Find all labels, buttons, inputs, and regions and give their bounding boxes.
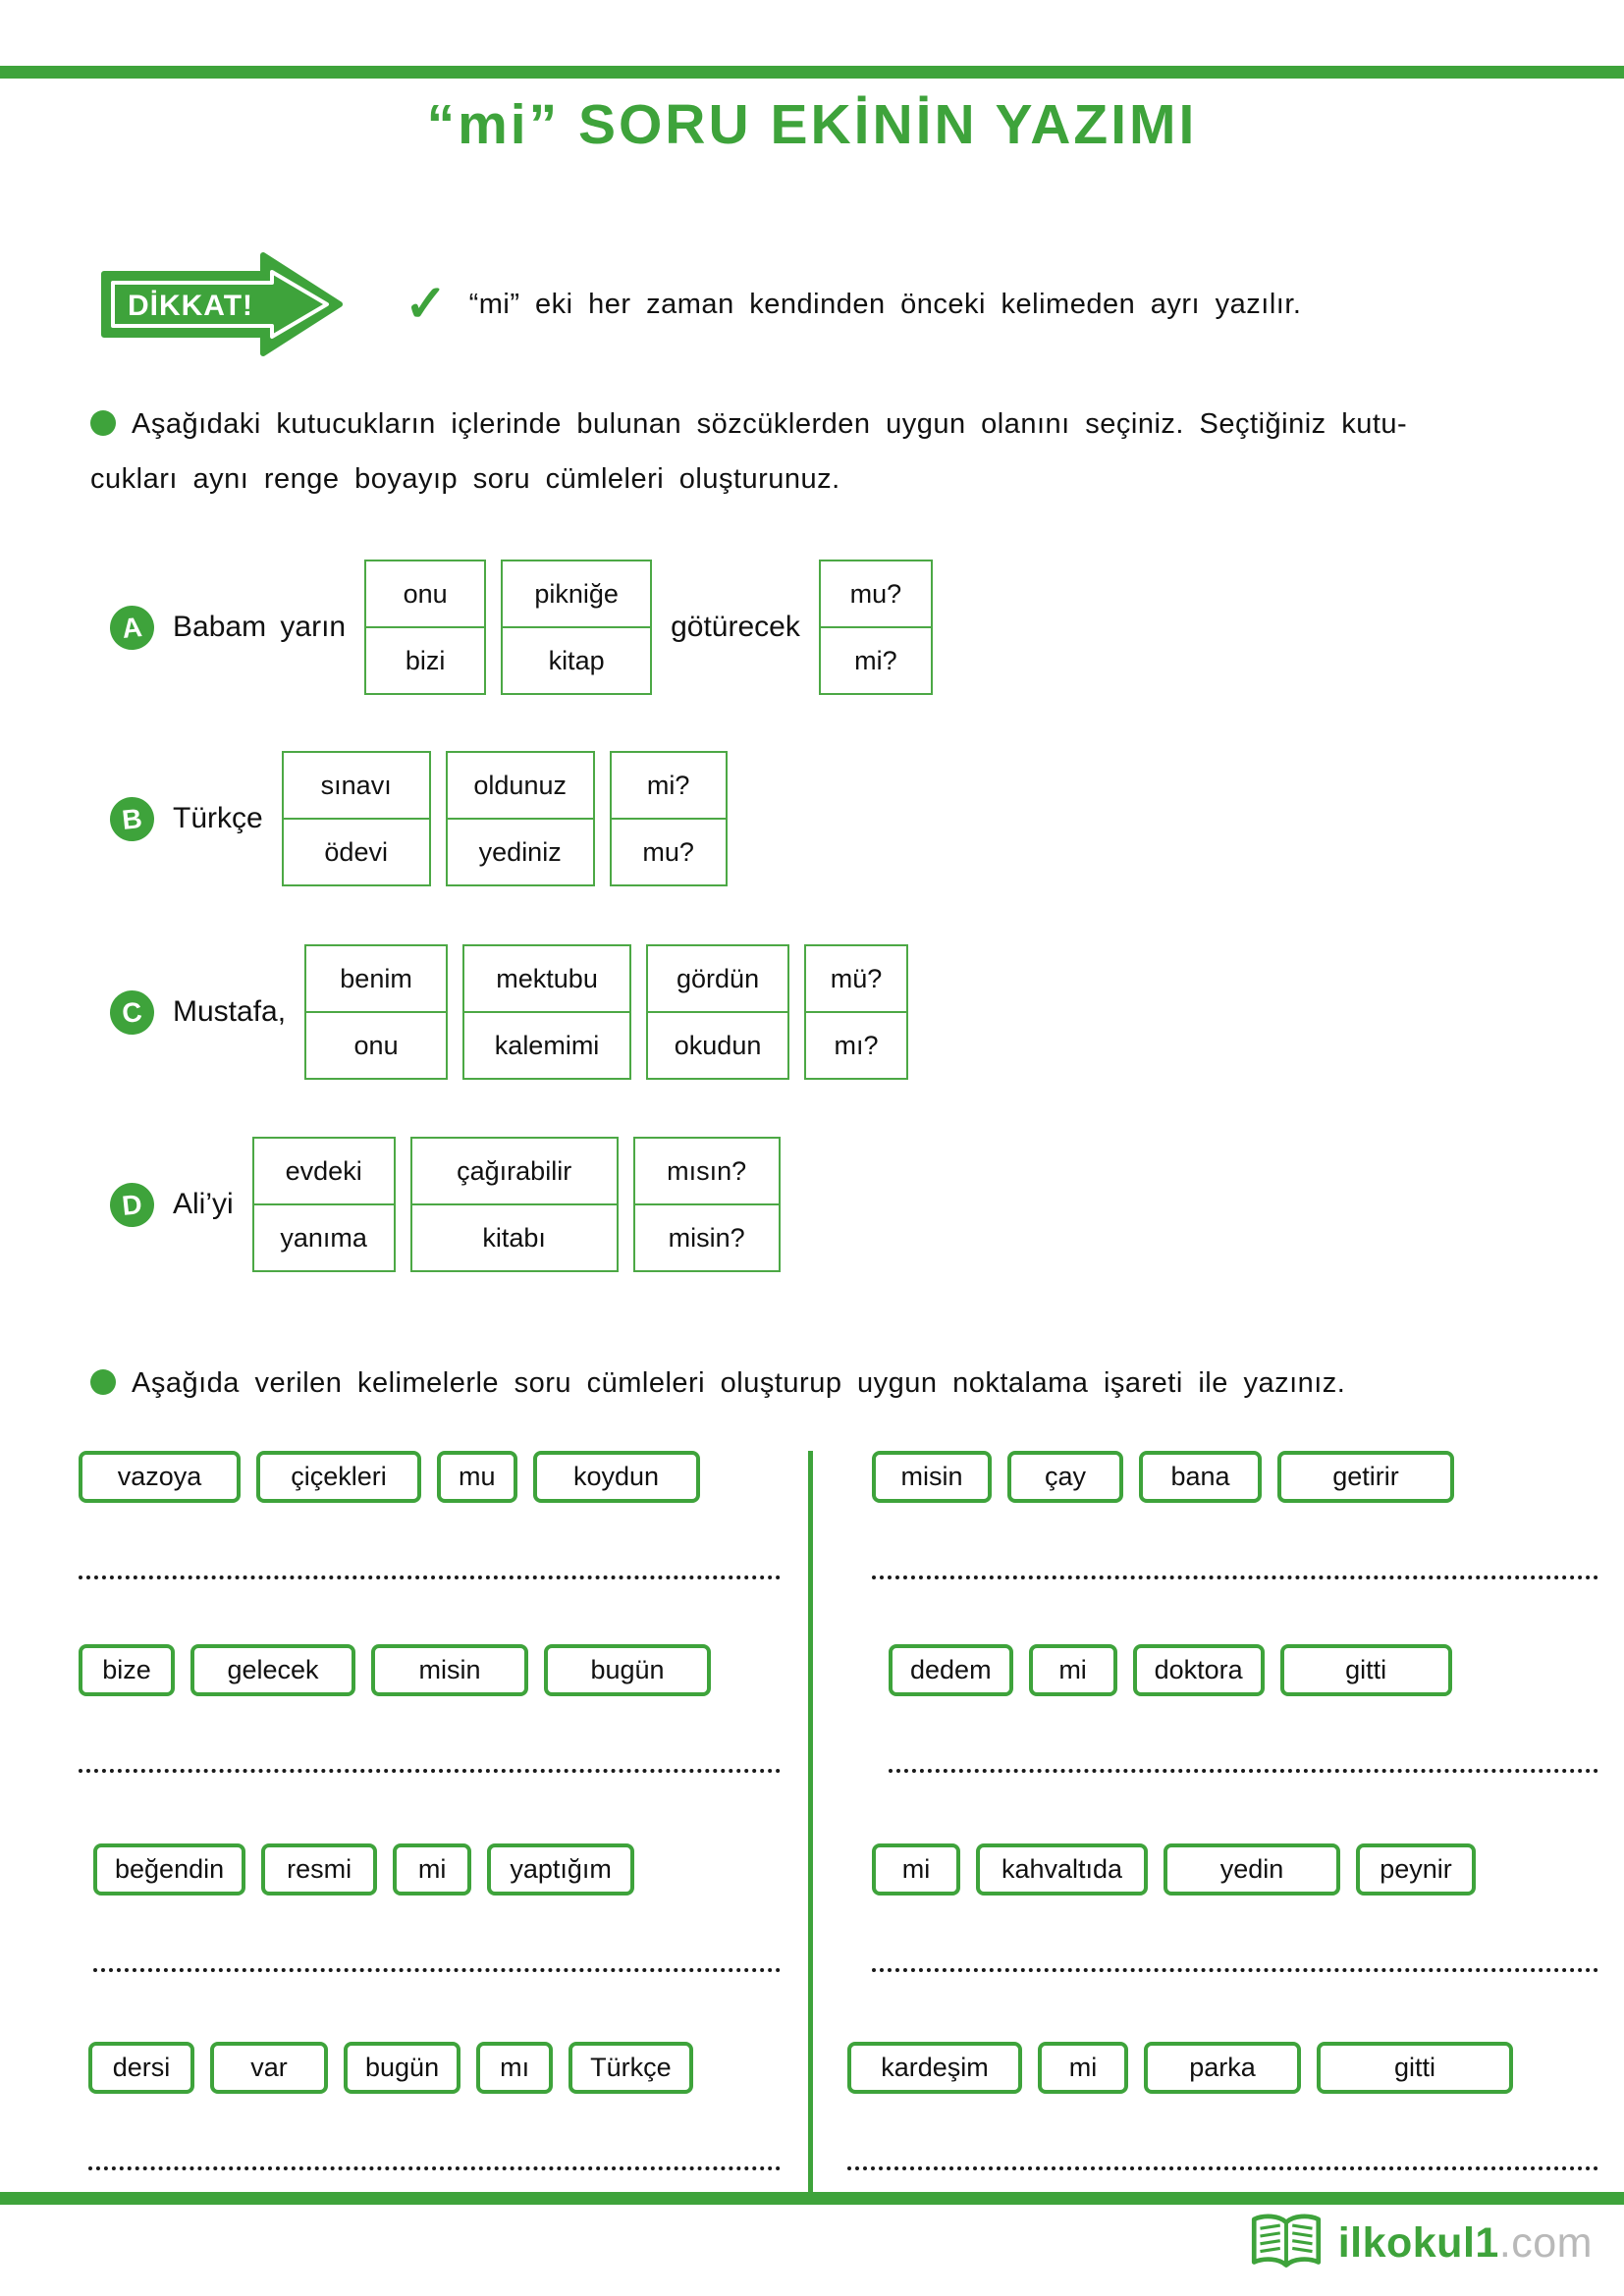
word-box: doktora [1133, 1644, 1265, 1696]
choice-option: mü? [804, 944, 908, 1013]
word-boxes [872, 1451, 1598, 1503]
choice-pair [282, 751, 431, 886]
exercise-row-d [110, 1137, 781, 1272]
choice-option: mi? [819, 626, 933, 695]
dikkat-arrow-icon [98, 250, 344, 358]
choice-option: kitabı [410, 1203, 619, 1272]
word-box: bize [79, 1644, 175, 1696]
choice-option: pikniğe [501, 560, 652, 628]
open-book-icon [1248, 2211, 1325, 2275]
word-row-block [79, 1451, 781, 1579]
column-divider [808, 1451, 813, 2192]
word-box: yedin [1164, 1843, 1340, 1896]
attention-note: “mi” eki her zaman kendinden önceki kelimeden ayrı yazılır. [468, 288, 1302, 320]
exercise-lead-text: Babam yarın [173, 611, 347, 643]
choice-pair [364, 560, 486, 695]
exercise-letter-badge: C [108, 988, 156, 1036]
exercise-lead-text: Türkçe [173, 802, 263, 834]
exercise-lead-text: Ali’yi [173, 1188, 234, 1220]
choice-pair [462, 944, 631, 1080]
choice-option: okudun [646, 1011, 789, 1080]
check-icon: ✓ [405, 276, 448, 333]
choice-option: misin? [633, 1203, 781, 1272]
word-row-block [88, 2042, 781, 2170]
instruction-1-line2: cukları aynı renge boyayıp soru cümleleri oluşturunuz. [90, 462, 840, 495]
word-box: resmi [261, 1843, 377, 1896]
answer-line [93, 1968, 781, 1972]
choice-option: çağırabilir [410, 1137, 619, 1205]
exercise-lead-text: Mustafa, [173, 995, 287, 1028]
word-box: Türkçe [568, 2042, 693, 2094]
word-row-block [872, 1451, 1598, 1579]
word-row-block [872, 1843, 1598, 1972]
answer-line [79, 1769, 781, 1773]
choice-pair [446, 751, 595, 886]
site-tld: .com [1498, 2218, 1593, 2267]
answer-line [79, 1575, 781, 1579]
exercise-mid-text: götürecek [671, 611, 800, 643]
instruction-2-text: Aşağıda verilen kelimelerle soru cümleleri oluşturup uygun noktalama işareti ile yazınız. [132, 1367, 1346, 1399]
word-box: yaptığım [487, 1843, 634, 1896]
bullet-icon [90, 410, 116, 436]
word-row-block [93, 1843, 781, 1972]
answer-line [872, 1968, 1598, 1972]
choice-pair [501, 560, 652, 695]
choice-option: mi? [610, 751, 728, 820]
word-box: parka [1144, 2042, 1301, 2094]
choice-option: mu? [610, 818, 728, 886]
word-box: mi [872, 1843, 960, 1896]
word-box: var [210, 2042, 328, 2094]
choice-option: evdeki [252, 1137, 396, 1205]
word-box: koydun [533, 1451, 700, 1503]
choice-option: bizi [364, 626, 486, 695]
instruction-2 [90, 1357, 1555, 1412]
word-box: mı [476, 2042, 553, 2094]
word-box: getirir [1277, 1451, 1454, 1503]
word-box: beğendin [93, 1843, 245, 1896]
page-title: “mi” SORU EKİNİN YAZIMI [426, 93, 1198, 156]
word-box: kardeşim [847, 2042, 1022, 2094]
word-box: mu [437, 1451, 517, 1503]
word-box: dedem [889, 1644, 1013, 1696]
choice-pair [610, 751, 728, 886]
choice-option: kalemimi [462, 1011, 631, 1080]
choice-option: mu? [819, 560, 933, 628]
word-box: vazoya [79, 1451, 241, 1503]
instruction-1 [90, 398, 1555, 507]
answer-line [88, 2166, 781, 2170]
exercise-letter-badge: A [108, 603, 156, 651]
word-box: mi [1038, 2042, 1128, 2094]
exercise-row-b [110, 751, 728, 886]
attention-block [98, 250, 1301, 358]
word-boxes [93, 1843, 781, 1896]
choice-option: kitap [501, 626, 652, 695]
choice-option: onu [304, 1011, 448, 1080]
word-boxes [847, 2042, 1598, 2094]
choice-option: onu [364, 560, 486, 628]
instruction-1-line1: Aşağıdaki kutucukların içlerinde bulunan sözcüklerden uygun olanını seçiniz. Seçtiğiniz kutu- [132, 408, 1408, 440]
answer-line [847, 2166, 1598, 2170]
choice-pair [646, 944, 789, 1080]
word-box: bugün [544, 1644, 711, 1696]
choice-option: ödevi [282, 818, 431, 886]
word-row-block [847, 2042, 1598, 2170]
choice-pair [410, 1137, 619, 1272]
exercise-letter-badge: D [108, 1180, 156, 1228]
choice-option: gördün [646, 944, 789, 1013]
footer-logo [1248, 2211, 1593, 2275]
word-box: peynir [1356, 1843, 1476, 1896]
word-box: çiçekleri [256, 1451, 421, 1503]
word-box: gitti [1317, 2042, 1513, 2094]
site-name [1338, 2219, 1593, 2268]
word-boxes [88, 2042, 781, 2094]
choice-pair [633, 1137, 781, 1272]
choice-option: mı? [804, 1011, 908, 1080]
word-boxes [872, 1843, 1598, 1896]
word-boxes [79, 1644, 781, 1696]
bullet-icon [90, 1369, 116, 1395]
choice-pair [819, 560, 933, 695]
word-boxes [79, 1451, 781, 1503]
word-box: misin [371, 1644, 528, 1696]
choice-option: mısın? [633, 1137, 781, 1205]
word-boxes [889, 1644, 1598, 1696]
exercise-row-c [110, 944, 908, 1080]
exercise-letter-badge: B [108, 794, 156, 842]
top-accent-bar [0, 66, 1624, 79]
choice-pair [804, 944, 908, 1080]
word-box: dersi [88, 2042, 194, 2094]
word-row-block [79, 1644, 781, 1773]
word-box: mi [393, 1843, 471, 1896]
choice-option: sınavı [282, 751, 431, 820]
word-box: mi [1029, 1644, 1117, 1696]
answer-line [872, 1575, 1598, 1579]
word-box: çay [1007, 1451, 1123, 1503]
word-box: kahvaltıda [976, 1843, 1148, 1896]
dikkat-badge-label: DİKKAT! [127, 290, 254, 322]
choice-pair [252, 1137, 396, 1272]
word-box: bana [1139, 1451, 1262, 1503]
word-box: gitti [1280, 1644, 1452, 1696]
answer-line [889, 1769, 1598, 1773]
bottom-accent-bar [0, 2192, 1624, 2205]
choice-option: mektubu [462, 944, 631, 1013]
choice-option: benim [304, 944, 448, 1013]
choice-pair [304, 944, 448, 1080]
word-row-block [889, 1644, 1598, 1773]
exercise-row-a [110, 560, 933, 695]
word-box: bugün [344, 2042, 460, 2094]
word-box: misin [872, 1451, 992, 1503]
choice-option: yediniz [446, 818, 595, 886]
choice-option: oldunuz [446, 751, 595, 820]
site-name-green: ilkokul1 [1337, 2218, 1499, 2267]
choice-option: yanıma [252, 1203, 396, 1272]
word-box: gelecek [190, 1644, 355, 1696]
